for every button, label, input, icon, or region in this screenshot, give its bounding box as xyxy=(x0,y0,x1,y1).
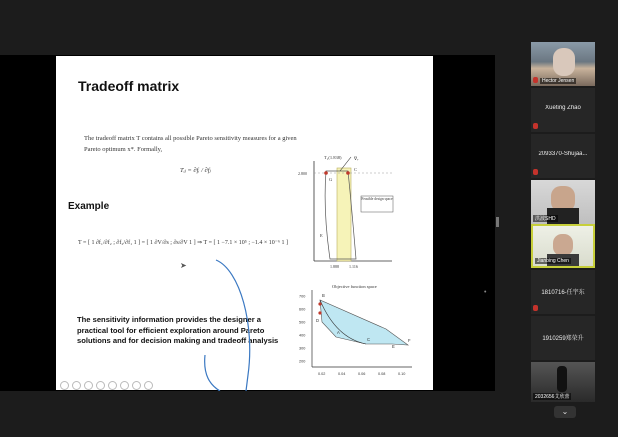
participant-face xyxy=(553,234,573,256)
panel-resize-handle[interactable] xyxy=(496,217,499,227)
participant-tile[interactable] xyxy=(531,88,595,132)
toolbar-button[interactable] xyxy=(84,381,93,390)
chart2-y-tick: 400 xyxy=(299,333,306,338)
example-matrix: T = [ 1 ∂f₁/∂f₂ ; ∂f₂/∂f₁ 1 ] = [ 1 ∂V/∂s ; ∂s/∂V 1 ] ⇒ T = [ 1 −7.1 × 10⁵ ; −1.4 × 10⁻⁶ 1 ] xyxy=(78,240,289,246)
mic-muted-icon xyxy=(533,77,538,83)
toolbar-button[interactable] xyxy=(60,381,69,390)
chart1-point xyxy=(346,171,350,175)
toolbar-button[interactable] xyxy=(96,381,105,390)
toolbar-button[interactable] xyxy=(144,381,153,390)
chart2-y-tick: 600 xyxy=(299,307,306,312)
chart2-x-tick: 0.02 xyxy=(318,372,326,376)
participant-tile[interactable] xyxy=(531,180,595,224)
g-label: G xyxy=(329,177,333,182)
participant-tile[interactable] xyxy=(531,42,595,86)
presentation-slide xyxy=(56,56,433,390)
mic-muted-icon xyxy=(533,305,538,311)
chart2-title: Objective function space xyxy=(332,284,377,289)
toolbar-button[interactable] xyxy=(132,381,141,390)
design-space-chart xyxy=(296,151,396,271)
slide-paragraph: The tradeoff matrix T contains all possible Pareto sensitivity measures for a given Pareto optimum x*. Formally, xyxy=(84,135,297,153)
scroll-down-button[interactable] xyxy=(554,406,576,418)
participant-name: 1910259郑荣升 xyxy=(542,336,584,342)
objective-space-chart xyxy=(296,282,416,382)
slide-toolbar[interactable] xyxy=(60,377,156,387)
mic-muted-icon xyxy=(533,123,538,129)
chart2-x-tick: 0.10 xyxy=(398,372,406,376)
toolbar-button[interactable] xyxy=(72,381,81,390)
c-label: C xyxy=(354,167,358,172)
participant-label: Jianbing Chen xyxy=(537,258,569,264)
chart2-x-tick: 0.04 xyxy=(338,372,346,376)
participant-figure xyxy=(557,366,567,392)
participant-tile[interactable] xyxy=(531,270,595,314)
chart2-point-label: D xyxy=(316,318,320,323)
feasible-label: Feasible design space xyxy=(361,197,393,201)
objective-point xyxy=(318,302,321,305)
point-t-label: T₁(1.838) xyxy=(324,155,342,160)
participant-tile[interactable] xyxy=(531,134,595,178)
participant-tile-active-speaker[interactable] xyxy=(531,224,595,268)
chart2-x-tick: 0.08 xyxy=(378,372,386,376)
shared-screen xyxy=(0,55,495,391)
objective-point xyxy=(318,311,321,314)
top-bar xyxy=(0,0,618,40)
chart2-point-label: B xyxy=(322,293,325,298)
chart2-point-label: C xyxy=(367,337,371,342)
chart2-y-tick: 300 xyxy=(299,346,306,351)
participant-name: Xueting Zhao xyxy=(545,105,581,111)
chart2-point-label: E xyxy=(392,344,395,349)
chart1-point xyxy=(324,171,328,175)
mic-muted-icon xyxy=(533,169,538,175)
e-label: E xyxy=(320,233,323,238)
participant-tile[interactable] xyxy=(531,362,595,402)
participant-label: Hector Jensen xyxy=(542,78,575,84)
toolbar-button[interactable] xyxy=(120,381,129,390)
chart2-point-label: A xyxy=(337,330,340,335)
participant-label: 2032656艾欣蕾 xyxy=(535,394,570,400)
tradeoff-formula: Tᵢⱼ = ∂fᵢ / ∂fⱼ xyxy=(180,167,211,174)
example-heading: Example xyxy=(68,201,110,212)
sensitivity-text: The sensitivity information provides the designer a practical tool for efficient exploration around Pareto solutions and for decision making and tradeoff analysis xyxy=(77,315,279,345)
participant-name: 2093370-Shujaa... xyxy=(538,151,588,157)
panel-dot: • xyxy=(484,289,487,296)
toolbar-button[interactable] xyxy=(108,381,117,390)
participant-label: 洪波SHD xyxy=(535,216,556,222)
x2-label: 1.116 xyxy=(349,264,358,269)
participant-name: 1810716-任宇东 xyxy=(541,290,585,296)
mouse-cursor-icon: ➤ xyxy=(180,261,187,270)
participant-face xyxy=(553,48,575,76)
slide-title: Tradeoff matrix xyxy=(78,78,180,94)
participant-tile[interactable] xyxy=(531,316,595,360)
chart2-x-tick: 0.06 xyxy=(358,372,366,376)
chart2-y-tick: 700 xyxy=(299,294,306,299)
chart2-point-label: F xyxy=(408,338,411,343)
chevron-down-icon: ⌄ xyxy=(561,407,569,416)
chart2-y-tick: 200 xyxy=(299,359,306,364)
grad-v-label: ∇ᵥ xyxy=(354,156,359,161)
y-value-label: 2.800 xyxy=(298,171,307,176)
chart2-y-tick: 500 xyxy=(299,320,306,325)
x1-label: 1.888 xyxy=(330,264,339,269)
objective-region xyxy=(320,300,408,345)
